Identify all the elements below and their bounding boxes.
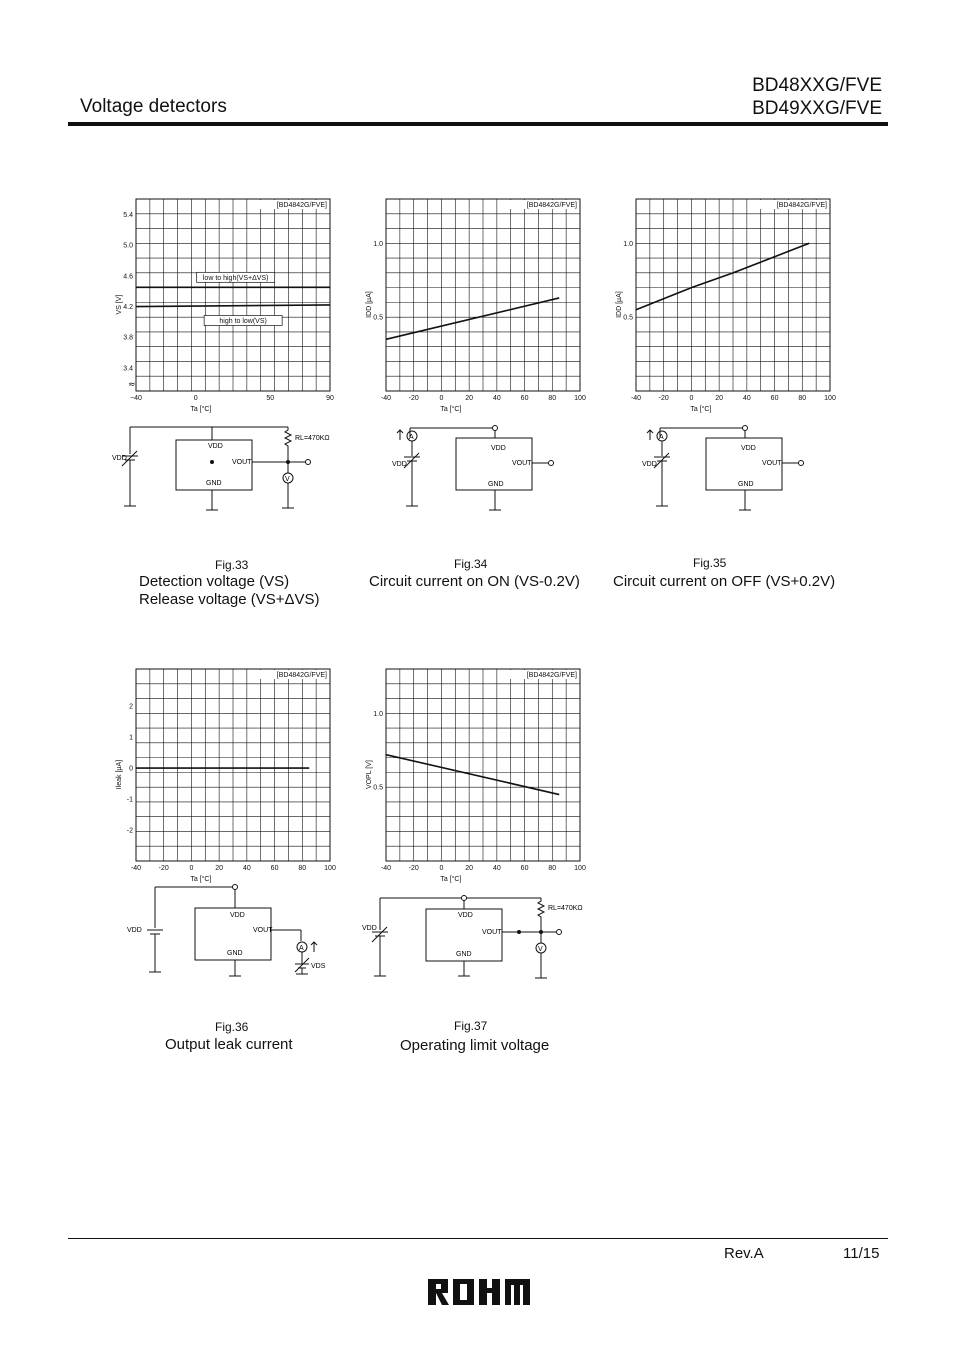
fig35-x-tick-label: 0 [689, 395, 694, 402]
fig34-x-tick-label: -20 [408, 395, 419, 402]
fig36-x-tick-label: 40 [242, 865, 251, 872]
fig35-x-tick-label: -20 [658, 395, 669, 402]
fig37-vdd-pin-label: VDD [458, 912, 473, 919]
fig35-circuit [640, 420, 840, 530]
fig33-y-tick-label: 3.4 [123, 365, 133, 373]
fig36-y-tick-label: 2 [129, 703, 133, 711]
fig37-grid [386, 669, 580, 861]
fig34-x-axis-label: Ta [°C] [440, 406, 462, 413]
fig36-x-tick-label: -40 [130, 865, 142, 872]
fig33-caption-line1: Detection voltage (VS) [139, 573, 290, 590]
header-rule [68, 122, 888, 126]
fig36-label: Fig.36 [215, 1020, 249, 1034]
fig33-y-tick-label: 4.6 [123, 273, 133, 281]
fig33-caption [139, 573, 320, 609]
fig34-y-tick-label: 1.0 [373, 240, 383, 248]
fig36-y-tick-label: -1 [126, 796, 133, 804]
fig34-x-tick-label: 40 [492, 395, 501, 402]
fig35-caption: Circuit current on OFF (VS+0.2V) [613, 573, 836, 590]
fig33-y-tick-label: 3.8 [123, 334, 133, 342]
fig33-gnd-pin-label: GND [206, 480, 222, 487]
fig33-x-tick-label: 90 [326, 395, 334, 402]
fig35-x-tick-label: 40 [742, 395, 751, 402]
fig37-chart [350, 660, 600, 890]
fig34-label: Fig.34 [454, 557, 488, 571]
fig34-x-tick-label: 80 [548, 395, 557, 402]
fig34-chart [350, 190, 600, 420]
fig34-y-axis-label: IDD [µA] [366, 291, 373, 318]
fig36-x-tick-label: -20 [158, 865, 169, 872]
fig37-x-tick-label: -20 [408, 865, 419, 872]
fig35-y-tick-label: 1.0 [623, 240, 633, 248]
fig36-y-tick-label: -2 [126, 827, 133, 835]
fig36-x-tick-label: 60 [270, 865, 279, 872]
fig37-x-tick-label: 80 [548, 865, 557, 872]
fig34-x-tick-label: -40 [380, 395, 392, 402]
rohm-logo [428, 1279, 530, 1305]
fig37-gnd-pin-label: GND [456, 951, 472, 958]
fig36-x-tick-label: 0 [189, 865, 194, 872]
fig35-chart [600, 190, 850, 420]
fig33-vdd-in-label: VDD [112, 455, 127, 462]
fig36-vdd-in-label: VDD [127, 927, 142, 934]
fig34-vout-pin-label: VOUT [512, 460, 532, 467]
fig33-y-tick-label: 5.4 [123, 211, 133, 219]
fig35-x-axis-label: Ta [°C] [690, 406, 712, 413]
fig33-series-1-line [136, 305, 330, 307]
fig33-series-1-label: high to low(VS) [219, 318, 267, 326]
fig34-x-tick-label: 60 [520, 395, 529, 402]
fig33-circuit [110, 420, 350, 530]
fig35-x-tick-label: 20 [715, 395, 724, 402]
fig36-x-tick-label: 20 [215, 865, 224, 872]
fig37-vdd-in-label: VDD [362, 925, 377, 932]
fig37-tag: [BD4842G/FVE] [526, 672, 577, 679]
fig34-x-tick-label: 100 [574, 395, 586, 402]
fig34-vdd-pin-label: VDD [491, 445, 506, 452]
fig33-y-axis-label: VS [V] [116, 294, 123, 315]
fig33-voltmeter-label: V [285, 476, 290, 483]
fig34-caption: Circuit current on ON (VS-0.2V) [369, 573, 580, 590]
fig35-label: Fig.35 [693, 556, 727, 570]
fig36-y-tick-label: 0 [129, 765, 133, 773]
fig37-vout-pin-label: VOUT [482, 929, 502, 936]
fig33-x-tick-label: 50 [266, 395, 275, 402]
fig33-caption-line2: Release voltage (VS+ΔVS) [139, 591, 320, 608]
fig35-vdd-in-label: VDD [642, 461, 657, 468]
fig33-vout-pin-label: VOUT [232, 459, 252, 466]
page-number: 11/15 [843, 1245, 880, 1262]
fig35-ammeter-label: A [659, 434, 664, 441]
fig33-vdd-pin-label: VDD [208, 443, 223, 450]
fig37-x-tick-label: 20 [465, 865, 474, 872]
fig34-tag: [BD4842G/FVE] [526, 202, 577, 209]
fig37-x-tick-label: -40 [380, 865, 392, 872]
fig37-rl-label: RL=470KΩ [548, 905, 583, 912]
fig36-tag: [BD4842G/FVE] [276, 672, 327, 679]
fig36-chart [100, 660, 350, 890]
fig35-vout-pin-label: VOUT [762, 460, 782, 467]
fig35-y-axis-label: IDD [µA] [616, 291, 623, 318]
fig35-tag: [BD4842G/FVE] [776, 202, 827, 209]
fig35-grid [636, 199, 830, 391]
fig36-grid [136, 669, 330, 861]
fig33-rl-label: RL=470KΩ [295, 435, 330, 442]
fig34-ammeter-label: A [409, 434, 414, 441]
fig37-caption: Operating limit voltage [400, 1037, 550, 1054]
fig36-caption: Output leak current [165, 1036, 293, 1053]
fig35-x-tick-label: 100 [824, 395, 836, 402]
fig34-x-tick-label: 0 [439, 395, 444, 402]
fig35-series-0-line [636, 243, 809, 309]
fig33-grid [136, 199, 330, 391]
fig37-circuit [360, 880, 600, 990]
fig33-chart [100, 190, 350, 420]
fig33-y-tick-label: 5.0 [123, 242, 133, 250]
fig35-x-tick-label: 60 [770, 395, 779, 402]
fig33-series-0-label: low to high(VS+ΔVS) [202, 274, 269, 282]
part-number-line2: BD49XXG/FVE [752, 98, 882, 119]
fig33-axis-break-mark: ≈ [128, 380, 136, 390]
fig37-x-tick-label: 60 [520, 865, 529, 872]
fig36-y-axis-label: Ileak [µA] [116, 759, 123, 790]
part-number-line1: BD48XXG/FVE [752, 75, 882, 96]
fig35-x-tick-label: 80 [798, 395, 807, 402]
fig33-x-tick-label: 0 [193, 395, 198, 402]
fig36-vdd-pin-label: VDD [230, 912, 245, 919]
fig34-grid [386, 199, 580, 391]
fig37-voltmeter-label: V [538, 946, 543, 953]
fig37-label: Fig.37 [454, 1019, 488, 1033]
fig36-vds-label: VDS [311, 963, 326, 970]
fig36-vout-pin-label: VOUT [253, 927, 273, 934]
fig33-x-axis-label: Ta [°C] [190, 406, 212, 413]
fig35-y-tick-label: 0.5 [623, 314, 633, 322]
fig34-series-0-line [386, 298, 559, 339]
fig37-x-axis-label: Ta [°C] [440, 876, 462, 883]
footer-rule [68, 1238, 888, 1239]
fig33-y-tick-label: 4.2 [123, 304, 133, 312]
section-title: Voltage detectors [80, 96, 227, 117]
part-numbers [752, 74, 882, 120]
fig34-circuit [390, 420, 590, 530]
fig36-circuit [125, 880, 345, 990]
fig33-label: Fig.33 [215, 558, 249, 572]
fig37-y-tick-label: 0.5 [373, 784, 383, 792]
fig36-ammeter-label: A [299, 945, 304, 952]
fig36-x-tick-label: 80 [298, 865, 307, 872]
fig33-tag: [BD4842G/FVE] [276, 202, 327, 209]
fig35-gnd-pin-label: GND [738, 481, 754, 488]
fig37-y-axis-label: VOPL [V] [366, 760, 373, 790]
fig34-y-tick-label: 0.5 [373, 314, 383, 322]
fig36-y-tick-label: 1 [129, 734, 133, 742]
fig34-gnd-pin-label: GND [488, 481, 504, 488]
fig37-x-tick-label: 100 [574, 865, 586, 872]
fig37-series-0-line [386, 755, 559, 795]
fig36-x-tick-label: 100 [324, 865, 336, 872]
fig36-x-axis-label: Ta [°C] [190, 876, 212, 883]
fig33-x-tick-label: −40 [130, 395, 142, 402]
fig37-x-tick-label: 0 [439, 865, 444, 872]
fig36-gnd-pin-label: GND [227, 950, 243, 957]
fig37-y-tick-label: 1.0 [373, 710, 383, 718]
fig37-x-tick-label: 40 [492, 865, 501, 872]
fig35-x-tick-label: -40 [630, 395, 642, 402]
revision-label: Rev.A [724, 1245, 764, 1262]
fig35-vdd-pin-label: VDD [741, 445, 756, 452]
fig34-x-tick-label: 20 [465, 395, 474, 402]
fig34-vdd-in-label: VDD [392, 461, 407, 468]
